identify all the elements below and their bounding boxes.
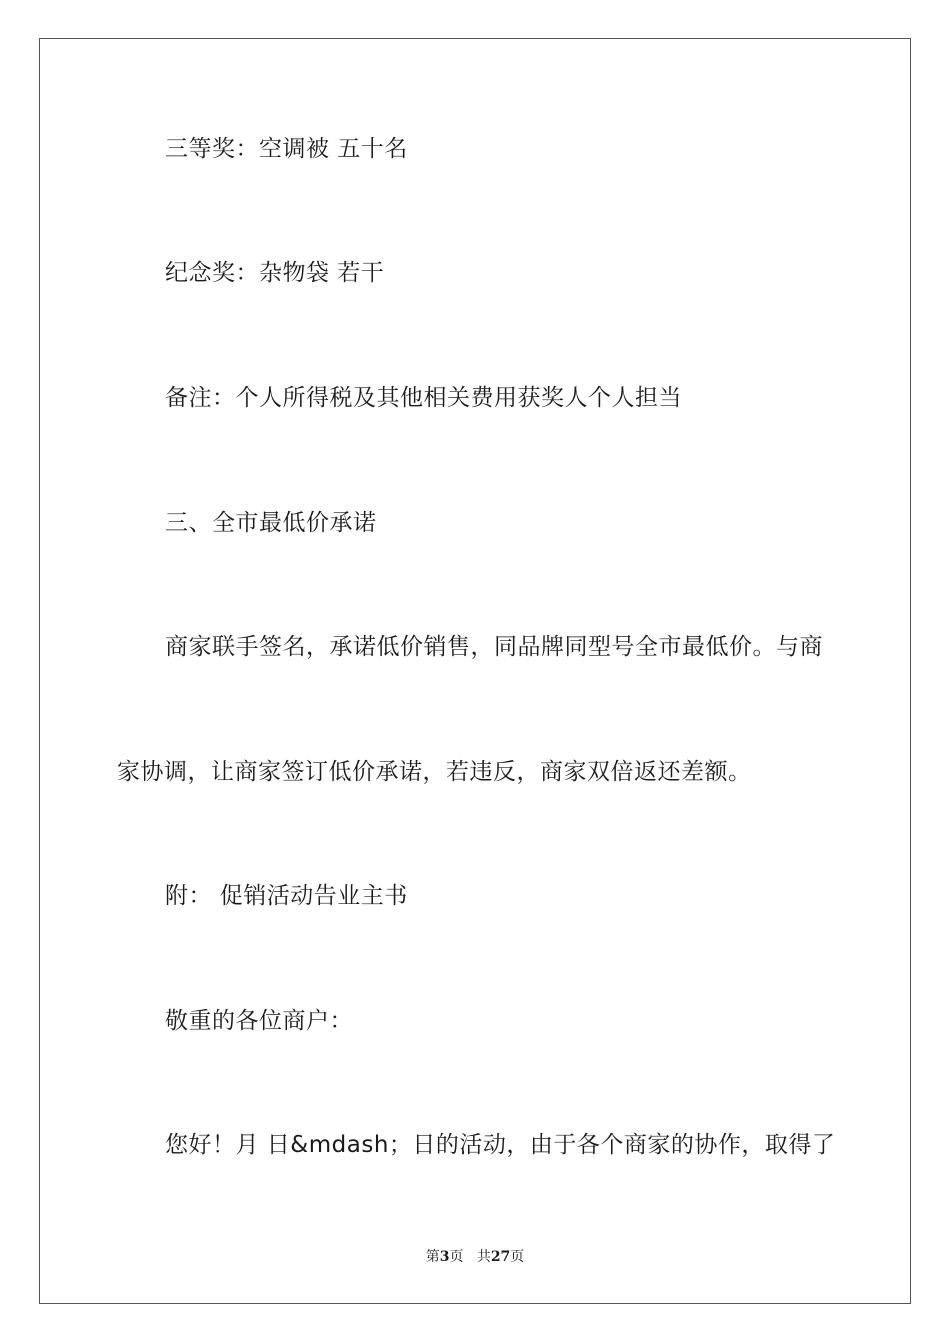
paragraph-commitment-line1: 商家联手签名，承诺低价销售，同品牌同型号全市最低价。与商 bbox=[165, 634, 823, 660]
note-tax: 备注：个人所得税及其他相关费用获奖人个人担当 bbox=[165, 385, 682, 411]
section-heading-lowest-price: 三、全市最低价承诺 bbox=[165, 510, 377, 536]
prize-third: 三等奖：空调被 五十名 bbox=[165, 136, 408, 162]
letter-salutation: 敬重的各位商户： bbox=[165, 1008, 353, 1034]
prize-souvenir: 纪念奖：杂物袋 若干 bbox=[165, 260, 385, 286]
page-footer bbox=[0, 1247, 950, 1267]
footer-total-suffix: 页 bbox=[510, 1249, 525, 1265]
footer-page-number: 3 bbox=[439, 1249, 450, 1265]
footer-page-prefix: 第 bbox=[425, 1249, 440, 1265]
footer-total-prefix: 共 bbox=[476, 1249, 491, 1265]
appendix-title: 附： 促销活动告业主书 bbox=[165, 883, 408, 909]
letter-body-line1: 您好！月 日&mdash；日的活动，由于各个商家的协作，取得了 bbox=[165, 1132, 836, 1158]
page-frame bbox=[39, 38, 911, 1304]
paragraph-commitment-line2: 家协调，让商家签订低价承诺，若违反，商家双倍返还差额。 bbox=[117, 759, 752, 785]
footer-page-suffix: 页 bbox=[449, 1249, 464, 1265]
footer-total-pages: 27 bbox=[490, 1249, 511, 1265]
